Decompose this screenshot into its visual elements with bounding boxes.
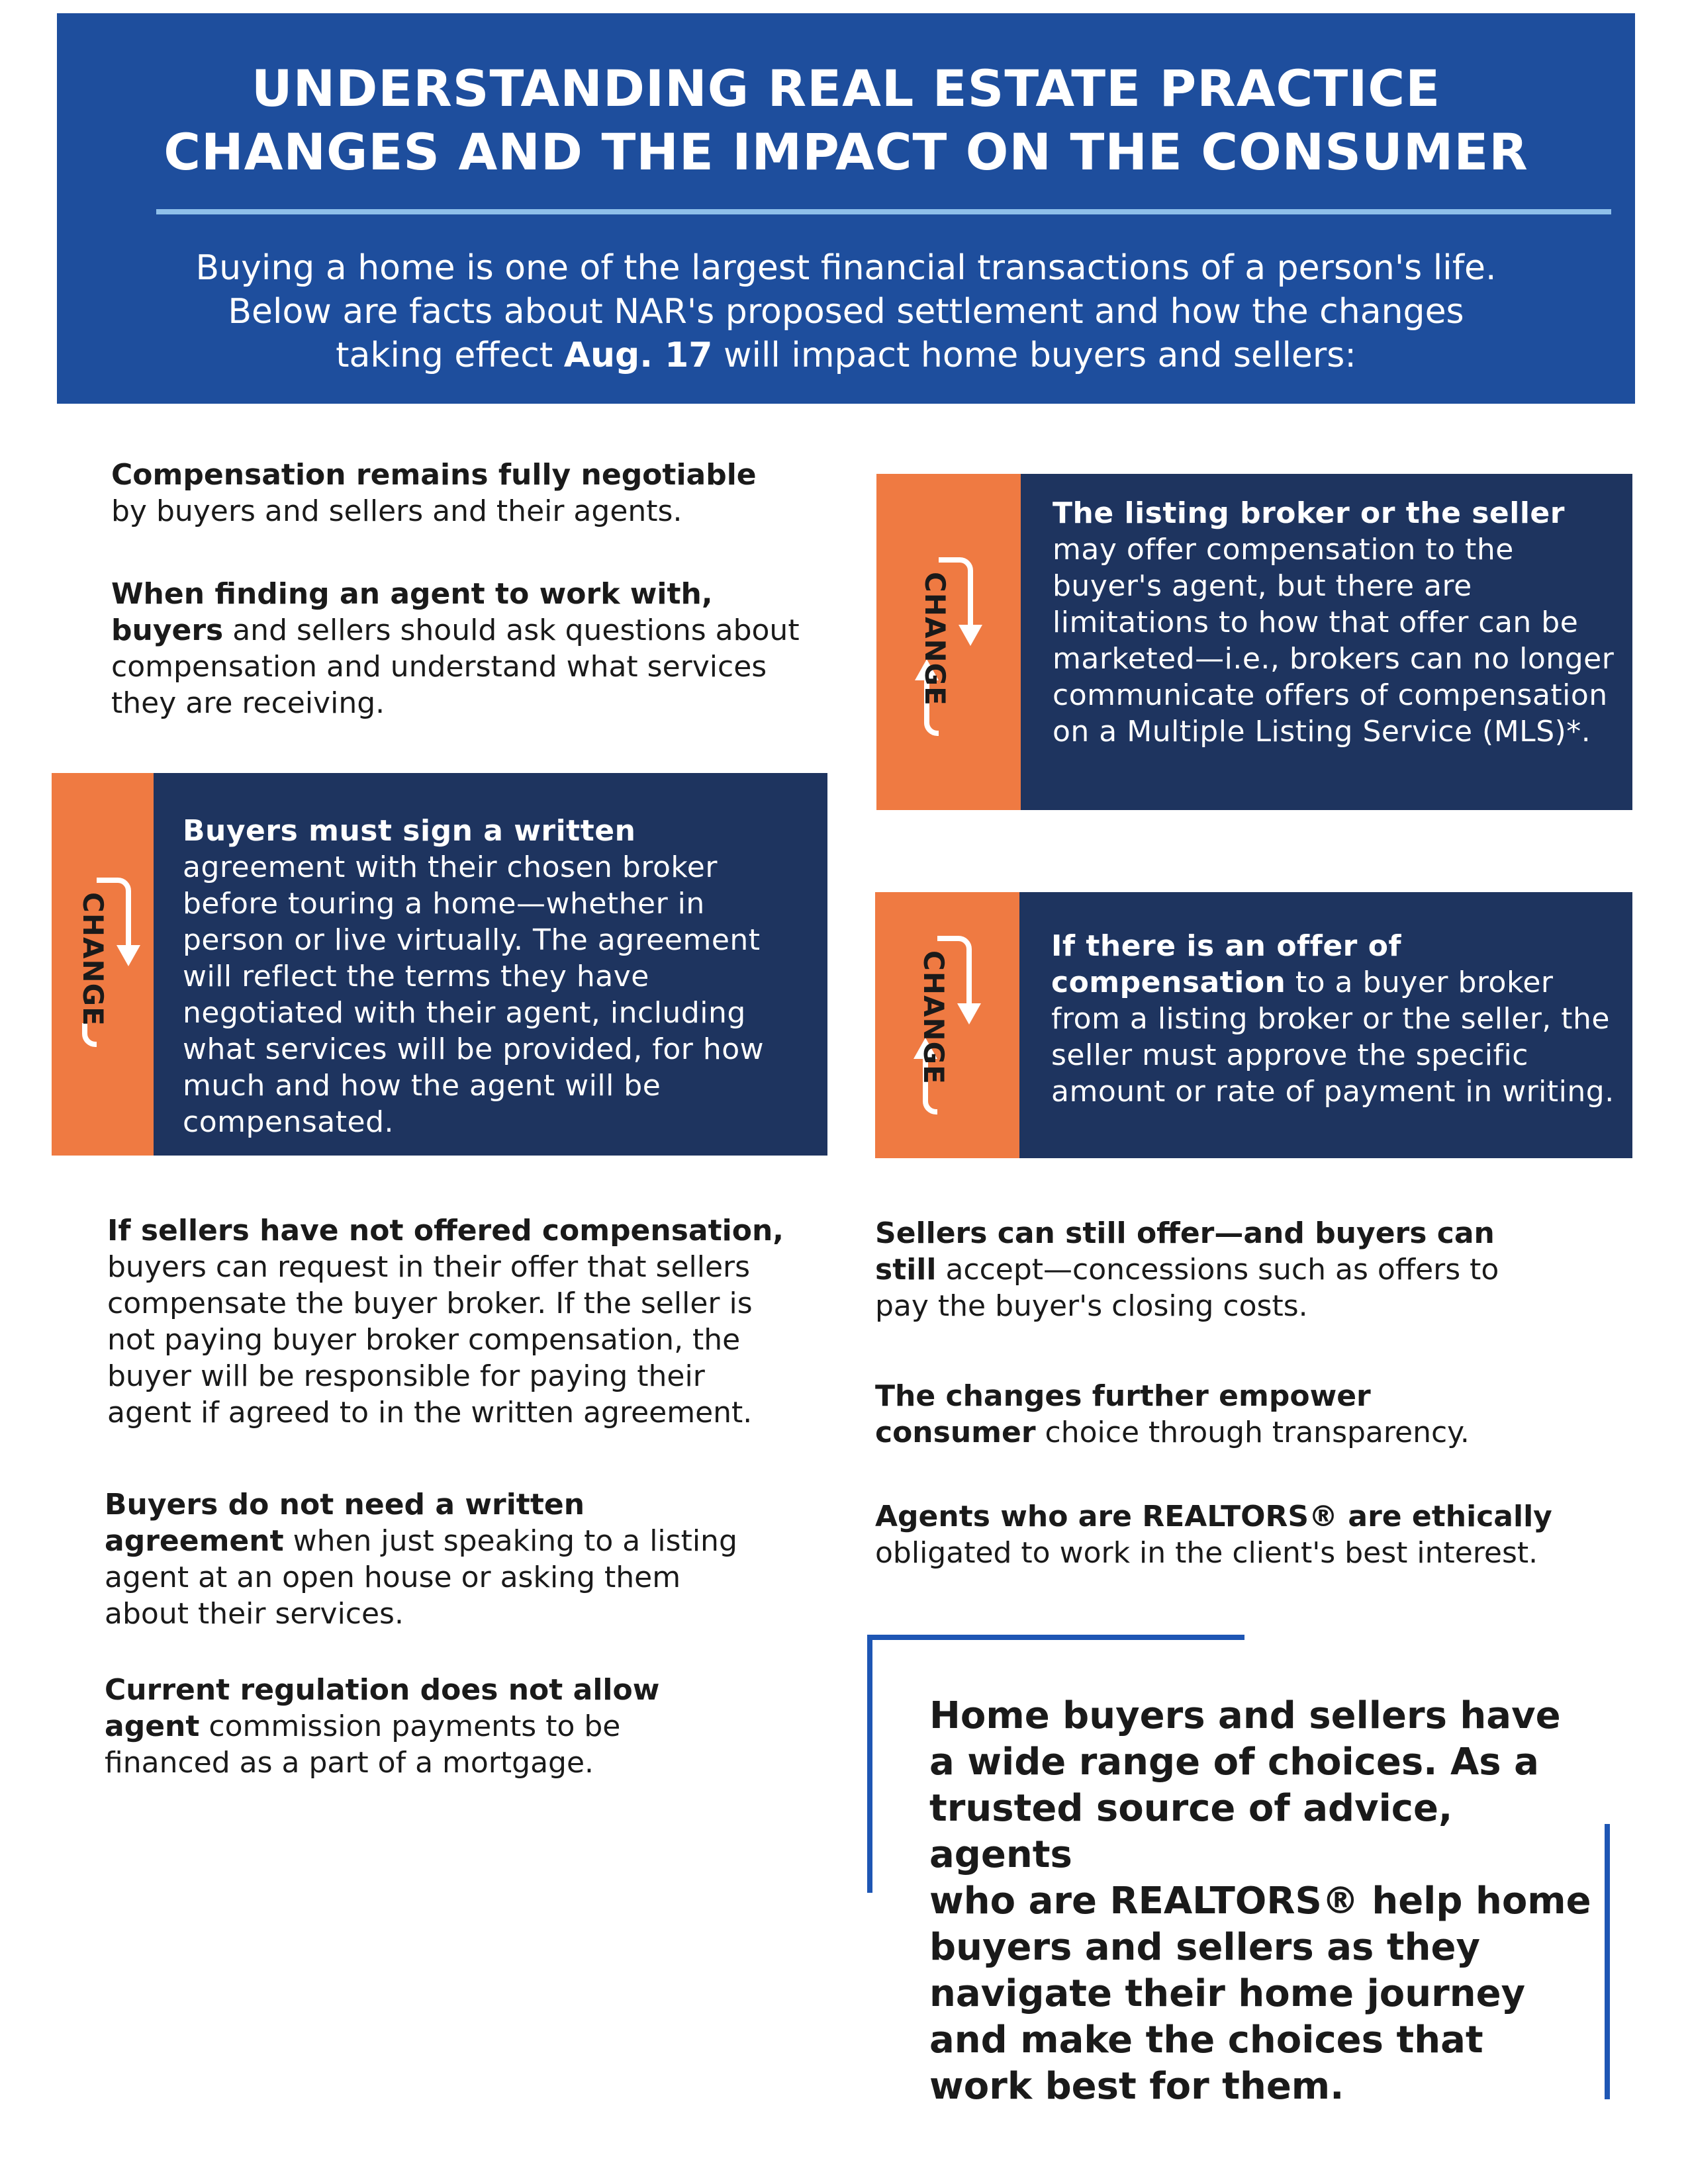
realtors-ethics-text: Agents who are REALTORS® are ethically obligated to work in the client's best interest. — [875, 1500, 1552, 1570]
empower-text: The changes further empower consumer choice through transparency. — [875, 1379, 1470, 1449]
quote-top-rule — [867, 1635, 1244, 1640]
concessions-text: Sellers can still offer—and buyers can still accept—concessions such as offers to pay the buyer's closing costs. — [875, 1216, 1499, 1323]
listing-broker-text: The listing broker or the seller may offer compensation to the buyer's agent, but there are limitations to how that offer can be marketed—i.e., brokers can no longer communicate offers of compensation on a Multiple Listing Service (MLS)*. — [1053, 496, 1615, 749]
change-strip — [875, 892, 1019, 1158]
change-arrows-icon — [911, 925, 984, 1124]
intro-line-2: Below are facts about NAR's proposed settlement and how the changes — [228, 292, 1464, 332]
quote-right-rule — [1605, 1824, 1610, 2099]
quote-left-rule — [867, 1635, 872, 1893]
finding-agent-text: When finding an agent to work with, buyers and sellers should ask questions about compensation and understand what services they are receiving. — [111, 577, 800, 720]
effective-date: Aug. 17 — [563, 336, 713, 375]
compensation-negotiable-text: Compensation remains fully negotiable by buyers and sellers and their agents. — [111, 458, 757, 528]
header-divider — [156, 209, 1611, 214]
change-box-listing-broker — [876, 474, 1632, 810]
change-arrow-icon — [70, 867, 143, 1066]
intro-line-3: taking effect Aug. 17 will impact home buyers and sellers: — [336, 336, 1356, 375]
title-line-2: CHANGES AND THE IMPACT ON THE CONSUMER — [164, 122, 1528, 181]
change-strip — [876, 474, 1021, 810]
change-arrows-icon — [912, 547, 985, 745]
offer-compensation-text: If there is an offer of compensation to a buyer broker from a listing broker or the seller, the seller must approve the specific amount or rate of payment in writing. — [1051, 929, 1615, 1109]
closing-quote: Home buyers and sellers have a wide range of choices. As a trusted source of advice, agents who are REALTORS® help home buyers and sellers as they navigate their home journey and make the choices that work best for them. — [929, 1694, 1591, 2108]
change-label: CHANGE — [919, 572, 951, 706]
change-box-offer-compensation — [875, 892, 1632, 1158]
change-label: CHANGE — [77, 892, 109, 1026]
change-box-written-agreement — [52, 773, 827, 1156]
change-label: CHANGE — [917, 950, 950, 1085]
title-line-1: UNDERSTANDING REAL ESTATE PRACTICE — [251, 59, 1441, 118]
change-strip — [52, 773, 154, 1156]
intro-line-1: Buying a home is one of the largest financial transactions of a person's life. — [195, 248, 1497, 288]
no-written-agreement-text: Buyers do not need a written agreement when just speaking to a listing agent at an open house or asking them about their services. — [105, 1488, 737, 1631]
page-title — [57, 57, 1635, 184]
intro-text — [136, 246, 1556, 377]
regulation-text: Current regulation does not allow agent commission payments to be financed as a part of a mortgage. — [105, 1673, 660, 1780]
written-agreement-text: Buyers must sign a written agreement with their chosen broker before touring a home—whether in person or live virtually. The agreement will reflect the terms they have negotiated with their agent, including what services will be provided, for how much and how the agent will be compensated. — [183, 814, 765, 1139]
header-banner — [57, 13, 1635, 404]
sellers-not-offered-text: If sellers have not offered compensation, buyers can request in their offer that sellers compensate the buyer broker. If the seller is not paying buyer broker compensation, the buyer will be responsible for paying their agent if agreed to in the written agreement. — [107, 1214, 784, 1430]
